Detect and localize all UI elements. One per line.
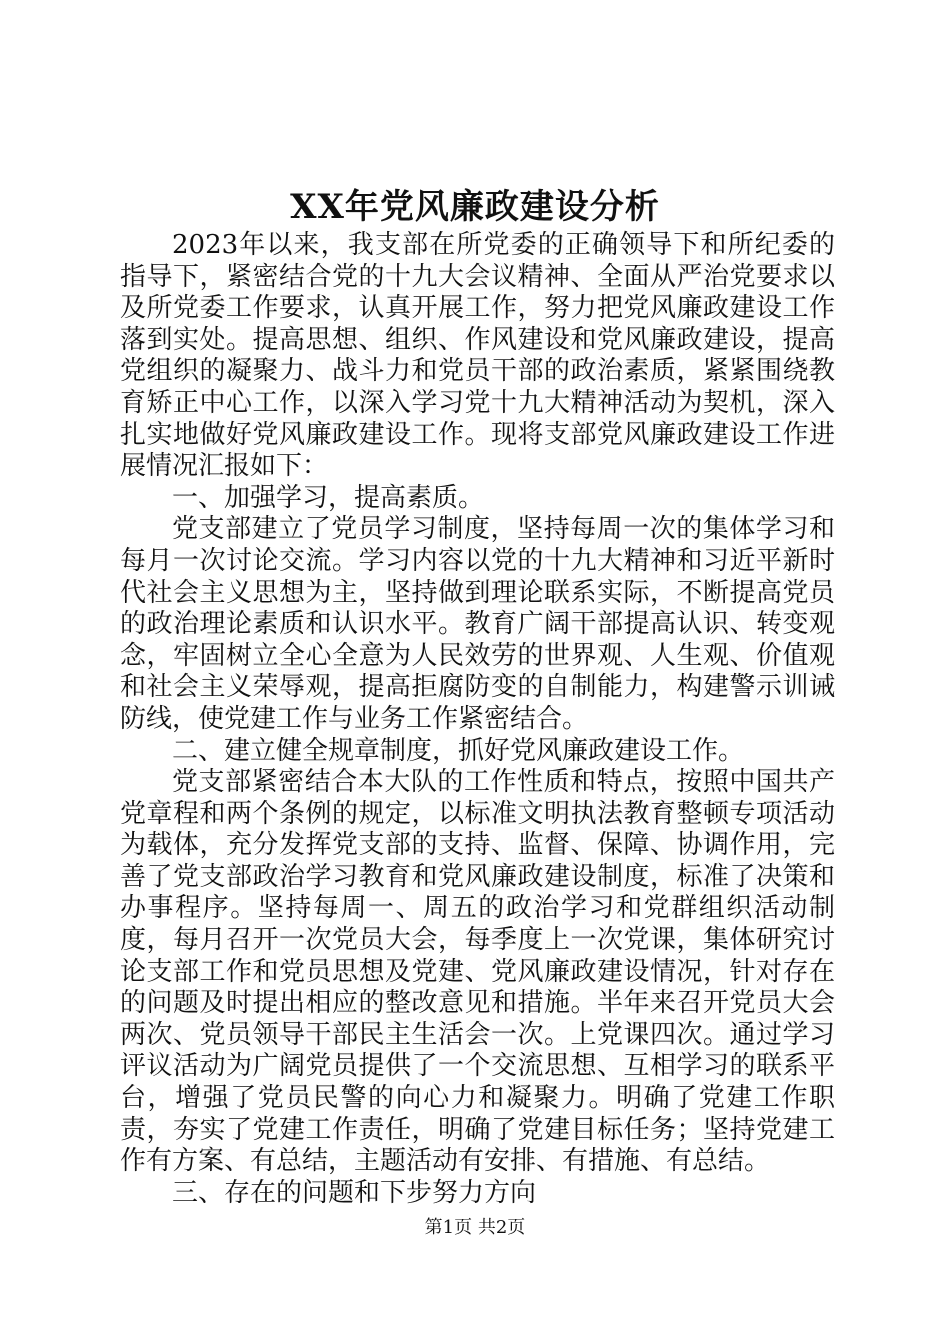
paragraph-intro: 2023年以来，我支部在所党委的正确领导下和所纪委的指导下，紧密结合党的十九大会议精神、全面从严治党要求以及所党委工作要求，认真开展工作，努力把党风廉政建设工作落到实处。提高思想、组织、作风建设和党风廉政建设，提高党组织的凝聚力、战斗力和党员干部的政治素质，紧紧围绕教育矫正中心工作，以深入学习党十九大精神活动为契机，深入扎实地做好党风廉政建设工作。现将支部党风廉政建设工作进展情况汇报如下： [120, 230, 835, 482]
section-heading-1: 一、加强学习，提高素质。 [172, 482, 485, 513]
document-title: XX年党风廉政建设分析 [290, 187, 660, 227]
paragraph-study: 党支部建立了党员学习制度，坚持每周一次的集体学习和每月一次讨论交流。学习内容以党的十九大精神和习近平新时代社会主义思想为主，坚持做到理论联系实际，不断提高党员的政治理论素质和认识水平。教育广阔干部提高认识、转变观念，牢固树立全心全意为人民效劳的世界观、人生观、价值观和社会主义荣辱观，提高拒腐防变的自制能力，构建警示训诫防线，使党建工作与业务工作紧密结合。 [120, 514, 835, 734]
page-number-footer: 第1页 共2页 [424, 1217, 526, 1238]
section-heading-2: 二、建立健全规章制度，抓好党风廉政建设工作。 [172, 735, 745, 766]
section-heading-3: 三、存在的问题和下步努力方向 [172, 1177, 537, 1208]
paragraph-rules: 党支部紧密结合本大队的工作性质和特点，按照中国共产党章程和两个条例的规定，以标准文明执法教育整顿专项活动为载体，充分发挥党支部的支持、监督、保障、协调作用，完善了党支部政治学习教育和党风廉政建设制度，标准了决策和办事程序。坚持每周一、周五的政治学习和党群组织活动制度，每月召开一次党员大会，每季度上一次党课，集体研究讨论支部工作和党员思想及党建、党风廉政建设情况，针对存在的问题及时提出相应的整改意见和措施。半年来召开党员大会两次、党员领导干部民主生活会一次。上党课四次。通过学习评议活动为广阔党员提供了一个交流思想、互相学习的联系平台，增强了党员民警的向心力和凝聚力。明确了党建工作职责，夯实了党建工作责任，明确了党建目标任务；坚持党建工作有方案、有总结，主题活动有安排、有措施、有总结。 [120, 767, 835, 1177]
document-body [120, 230, 835, 1209]
